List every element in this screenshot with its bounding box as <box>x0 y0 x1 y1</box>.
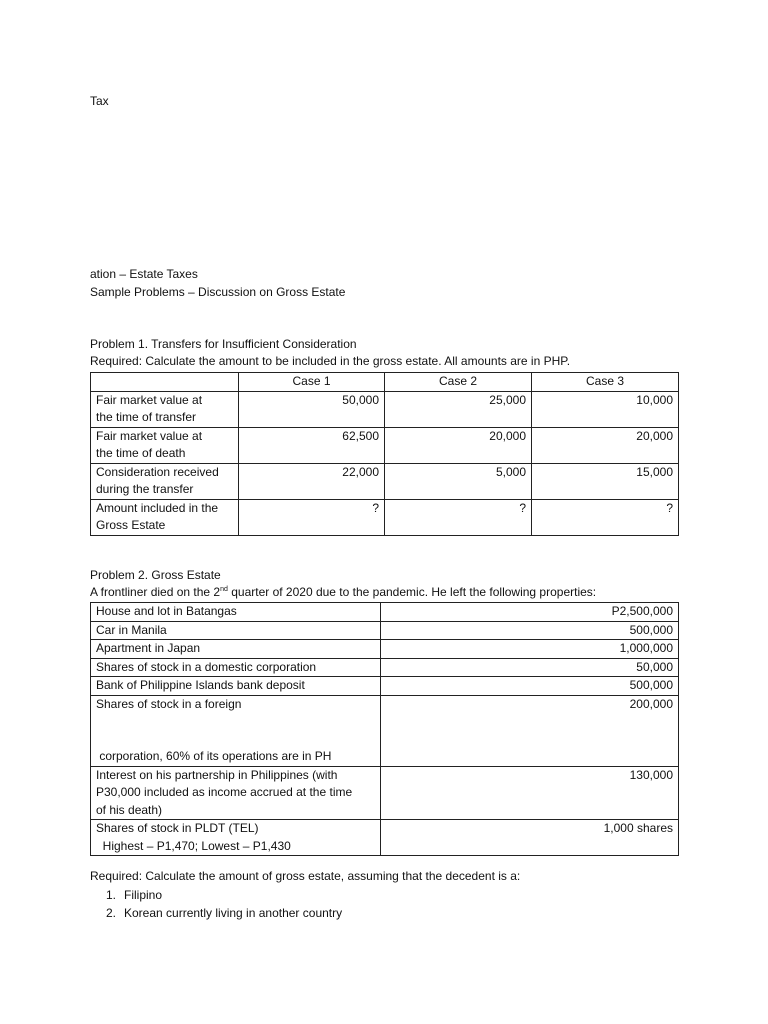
table-cell: 22,000 <box>239 463 385 499</box>
table-row <box>91 463 679 499</box>
problem2-table <box>90 602 679 856</box>
table-cell: 130,000 <box>381 766 679 820</box>
table-row <box>91 621 679 640</box>
row-label: Fair market value at the time of transfer <box>91 391 239 427</box>
problem1-title: Problem 1. Transfers for Insufficient Consideration <box>90 337 357 351</box>
table-row <box>91 766 679 820</box>
list-item: 2. Korean currently living in another country <box>105 906 343 920</box>
table-header-cell: Case 2 <box>385 373 532 392</box>
table-cell: 1,000,000 <box>381 640 679 659</box>
row-label: Apartment in Japan <box>91 640 381 659</box>
problem1-table <box>90 372 679 536</box>
decedent-list <box>92 886 342 922</box>
table-cell: 1,000 shares <box>381 820 679 856</box>
row-label: House and lot in Batangas <box>91 603 381 622</box>
table-header-cell: Case 3 <box>532 373 679 392</box>
table-row <box>91 499 679 535</box>
table-header-cell <box>91 373 239 392</box>
header-label: Tax <box>90 94 109 108</box>
table-cell: 50,000 <box>239 391 385 427</box>
table-cell: 25,000 <box>385 391 532 427</box>
table-row <box>91 640 679 659</box>
row-label: Consideration received during the transfer <box>91 463 239 499</box>
row-label: Bank of Philippine Islands bank deposit <box>91 677 381 696</box>
table-cell: 15,000 <box>532 463 679 499</box>
problem2-required: Required: Calculate the amount of gross estate, assuming that the decedent is a: <box>90 869 521 883</box>
table-row <box>91 695 679 766</box>
problem1-required: Required: Calculate the amount to be included in the gross estate. All amounts are in PHP. <box>90 354 571 368</box>
section-title: ation – Estate Taxes <box>90 267 198 281</box>
table-cell: 10,000 <box>532 391 679 427</box>
table-header-row <box>91 373 679 392</box>
row-label: Shares of stock in a foreign corporation, 60% of its operations are in PH <box>91 695 381 766</box>
table-cell: 50,000 <box>381 658 679 677</box>
table-cell: ? <box>239 499 385 535</box>
table-row <box>91 677 679 696</box>
table-header-cell: Case 1 <box>239 373 385 392</box>
row-label: Shares of stock in PLDT (TEL) Highest – P1,470; Lowest – P1,430 <box>91 820 381 856</box>
row-label: Fair market value at the time of death <box>91 427 239 463</box>
table-cell: 200,000 <box>381 695 679 766</box>
table-cell: P2,500,000 <box>381 603 679 622</box>
table-cell: 20,000 <box>385 427 532 463</box>
table-cell: 62,500 <box>239 427 385 463</box>
row-label: Shares of stock in a domestic corporation <box>91 658 381 677</box>
table-row <box>91 391 679 427</box>
problem2-intro: A frontliner died on the 2nd quarter of 2020 due to the pandemic. He left the following properties: <box>90 585 597 599</box>
table-row <box>91 820 679 856</box>
table-cell: ? <box>385 499 532 535</box>
table-cell: 500,000 <box>381 621 679 640</box>
table-cell: 5,000 <box>385 463 532 499</box>
table-row <box>91 603 679 622</box>
table-cell: ? <box>532 499 679 535</box>
row-label: Amount included in the Gross Estate <box>91 499 239 535</box>
table-cell: 500,000 <box>381 677 679 696</box>
section-subtitle: Sample Problems – Discussion on Gross Estate <box>90 285 346 299</box>
table-cell: 20,000 <box>532 427 679 463</box>
problem2-title: Problem 2. Gross Estate <box>90 568 221 582</box>
row-label: Car in Manila <box>91 621 381 640</box>
row-label: Interest on his partnership in Philippines (with P30,000 included as income accrued at the time of his death) <box>91 766 381 820</box>
table-row <box>91 427 679 463</box>
list-item: 1. Filipino <box>105 888 163 902</box>
table-row <box>91 658 679 677</box>
